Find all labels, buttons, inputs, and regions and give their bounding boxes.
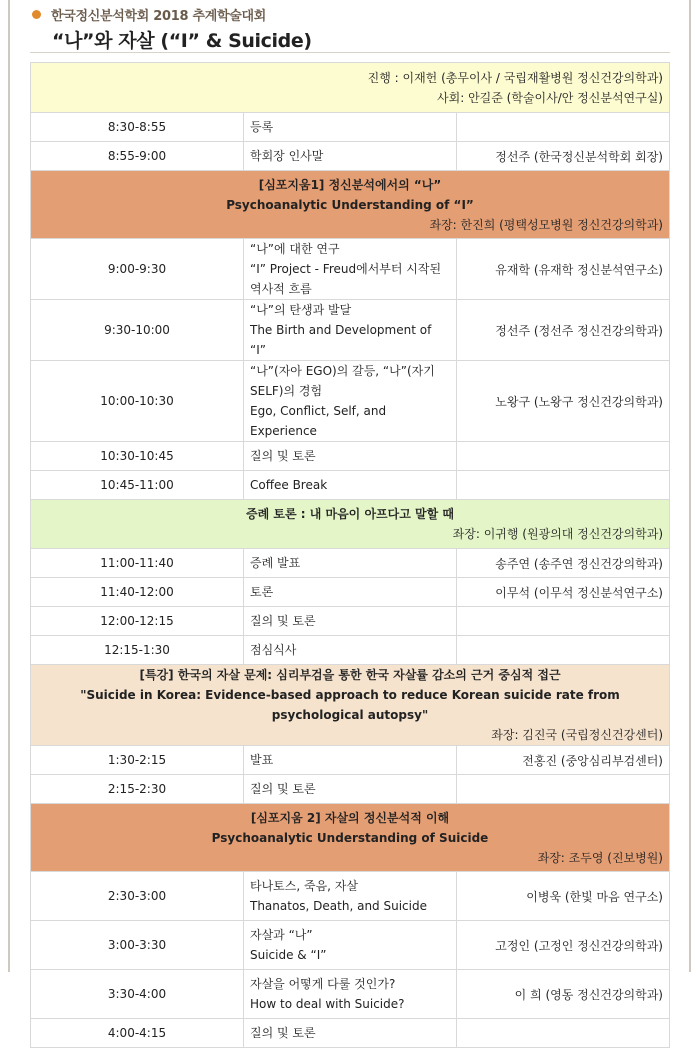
time-cell: 1:30-2:15 (31, 746, 244, 775)
topic-line: 점심식사 (250, 643, 297, 657)
topic-cell (244, 300, 457, 361)
session-chair: 좌장: 김진국 (국립정신건강센터) (491, 728, 663, 742)
page-header (30, 4, 670, 53)
session-banner-row (31, 804, 670, 872)
topic-line: 증례 발표 (250, 556, 301, 570)
topic-line: 학회장 인사말 (250, 149, 324, 163)
host-line: 사회: 안길준 (학술이사/안 정신분석연구실) (437, 90, 663, 105)
topic-cell (244, 872, 457, 921)
speaker-cell: 정선주 (정선주 정신건강의학과) (457, 300, 670, 361)
session-title-line: [심포지움1] 정신분석에서의 “나” (258, 177, 442, 192)
session-banner-row (31, 171, 670, 239)
topic-cell (244, 113, 457, 142)
time-cell: 4:00-4:15 (31, 1019, 244, 1048)
info-cell (31, 63, 670, 113)
topic-cell (244, 442, 457, 471)
time-cell: 11:00-11:40 (31, 549, 244, 578)
topic-cell (244, 746, 457, 775)
topic-cell (244, 142, 457, 171)
session-title-line: "Suicide in Korea: Evidence-based approach to reduce Korean suicide rate from psychological autopsy" (80, 688, 620, 722)
time-cell: 10:45-11:00 (31, 471, 244, 500)
session-banner-row (31, 665, 670, 746)
speaker-cell (457, 636, 670, 665)
session-title-line: 증례 토론 : 내 마음이 아프다고 말할 때 (246, 507, 454, 521)
schedule-row (31, 1019, 670, 1048)
speaker-cell: 이무석 (이무석 정신분석연구소) (457, 578, 670, 607)
topic-line: “나”에 대한 연구 (250, 242, 340, 256)
schedule-row (31, 549, 670, 578)
topic-line: Suicide & “I” (250, 948, 327, 962)
topic-line: “나”의 탄생과 발달 (250, 303, 352, 317)
page-frame-left (8, 0, 10, 972)
topic-cell (244, 1019, 457, 1048)
time-cell: 11:40-12:00 (31, 578, 244, 607)
time-cell: 2:15-2:30 (31, 775, 244, 804)
topic-cell (244, 775, 457, 804)
speaker-cell: 이병욱 (한빛 마음 연구소) (457, 872, 670, 921)
schedule-row (31, 872, 670, 921)
topic-cell (244, 239, 457, 300)
time-cell: 10:00-10:30 (31, 361, 244, 442)
speaker-cell (457, 607, 670, 636)
time-cell: 9:30-10:00 (31, 300, 244, 361)
time-cell: 12:15-1:30 (31, 636, 244, 665)
page-frame-right (689, 0, 691, 972)
speaker-cell: 노왕구 (노왕구 정신건강의학과) (457, 361, 670, 442)
time-cell: 3:30-4:00 (31, 970, 244, 1019)
topic-line: 질의 및 토론 (250, 614, 316, 628)
schedule-row (31, 300, 670, 361)
schedule-row (31, 775, 670, 804)
topic-line: 타나토스, 죽음, 자살 (250, 879, 358, 893)
speaker-cell: 고정인 (고정인 정신건강의학과) (457, 921, 670, 970)
topic-cell (244, 970, 457, 1019)
schedule-row (31, 578, 670, 607)
speaker-cell: 이 희 (영동 정신건강의학과) (457, 970, 670, 1019)
subtitle-row (30, 4, 670, 24)
program-table (30, 62, 670, 1048)
speaker-cell (457, 471, 670, 500)
schedule-row (31, 471, 670, 500)
topic-line: 질의 및 토론 (250, 1026, 316, 1040)
session-chair: 좌장: 이귀행 (원광의대 정신건강의학과) (452, 527, 663, 541)
topic-line: “I” Project - Freud에서부터 시작된 역사적 흐름 (250, 262, 442, 296)
topic-line: 등록 (250, 120, 274, 134)
topic-line: “나”(자아 EGO)의 갈등, “나”(자기 SELF)의 경험 (250, 364, 435, 398)
session-title-line: [심포지움 2] 자살의 정신분석적 이해 (250, 810, 450, 825)
schedule-row (31, 607, 670, 636)
info-row (31, 63, 670, 113)
page-title: “나”와 자살 (“I” & Suicide) (52, 30, 312, 52)
topic-line: Ego, Conflict, Self, and Experience (250, 404, 387, 438)
time-cell: 12:00-12:15 (31, 607, 244, 636)
session-banner (31, 665, 670, 746)
topic-cell (244, 361, 457, 442)
schedule-row (31, 239, 670, 300)
speaker-cell: 유재학 (유재학 정신분석연구소) (457, 239, 670, 300)
speaker-cell: 정선주 (한국정신분석학회 회장) (457, 142, 670, 171)
topic-cell (244, 636, 457, 665)
topic-cell (244, 578, 457, 607)
time-cell: 9:00-9:30 (31, 239, 244, 300)
schedule-row (31, 113, 670, 142)
time-cell: 2:30-3:00 (31, 872, 244, 921)
session-banner (31, 804, 670, 872)
topic-line: 질의 및 토론 (250, 449, 316, 463)
schedule-row (31, 442, 670, 471)
topic-line: Coffee Break (250, 478, 328, 492)
schedule-row (31, 921, 670, 970)
speaker-cell: 송주연 (송주연 정신건강의학과) (457, 549, 670, 578)
schedule-row (31, 970, 670, 1019)
topic-line: 토론 (250, 585, 274, 599)
topic-cell (244, 607, 457, 636)
topic-line: How to deal with Suicide? (250, 997, 405, 1011)
header-divider (30, 52, 670, 53)
session-banner (31, 500, 670, 549)
session-banner-row (31, 500, 670, 549)
topic-line: 발표 (250, 753, 274, 767)
time-cell: 8:55-9:00 (31, 142, 244, 171)
schedule-row (31, 361, 670, 442)
time-cell: 3:00-3:30 (31, 921, 244, 970)
session-chair: 좌장: 한진희 (평택성모병원 정신건강의학과) (429, 217, 663, 232)
speaker-cell: 전홍진 (중앙심리부검센터) (457, 746, 670, 775)
session-title-line: [특강] 한국의 자살 문제: 심리부검을 통한 한국 자살률 감소의 근거 중심적 접근 (139, 668, 561, 682)
schedule-row (31, 142, 670, 171)
topic-line: 자살과 “나” (250, 928, 313, 942)
topic-cell (244, 471, 457, 500)
speaker-cell (457, 775, 670, 804)
session-banner (31, 171, 670, 239)
time-cell: 8:30-8:55 (31, 113, 244, 142)
speaker-cell (457, 1019, 670, 1048)
topic-line: Thanatos, Death, and Suicide (250, 899, 427, 913)
schedule-row (31, 636, 670, 665)
program-table-body (31, 63, 670, 1048)
topic-cell (244, 921, 457, 970)
session-title-line: Psychoanalytic Understanding of Suicide (211, 830, 489, 845)
speaker-cell (457, 442, 670, 471)
page-subtitle: 한국정신분석학회 2018 추계학술대회 (51, 8, 267, 24)
topic-line: 질의 및 토론 (250, 782, 316, 796)
session-title-line: Psychoanalytic Understanding of “I” (226, 197, 474, 212)
time-cell: 10:30-10:45 (31, 442, 244, 471)
topic-cell (244, 549, 457, 578)
topic-line: 자살을 어떻게 다룰 것인가? (250, 977, 396, 991)
bullet-dot-icon (32, 10, 41, 19)
session-chair: 좌장: 조두영 (진보병원) (537, 850, 663, 865)
moderator-line: 진행 : 이재헌 (총무이사 / 국립재활병원 정신건강의학과) (367, 70, 663, 85)
speaker-cell (457, 113, 670, 142)
schedule-row (31, 746, 670, 775)
topic-line: The Birth and Development of “I” (250, 323, 432, 357)
